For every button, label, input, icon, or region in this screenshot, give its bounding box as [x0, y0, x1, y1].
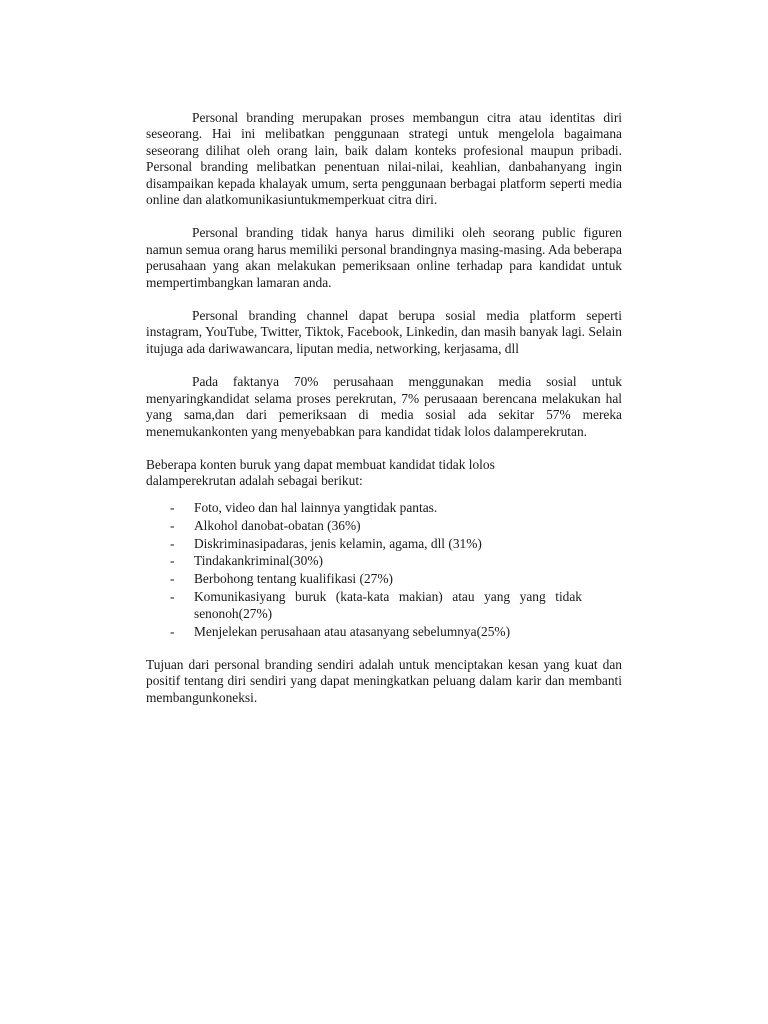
bullet-dash: - — [170, 623, 175, 639]
paragraph-importance: Personal branding tidak hanya harus dimiliki oleh seorang public figuren namun semua orang harus memiliki personal brandingnya masing-masing. Ada beberapa perusahaan yang akan melakukan pemeriksaan online terhadap para kandidat untuk mempertimbangkan lamaran anda. — [146, 225, 622, 290]
list-item-text: Alkohol danobat-obatan (36%) — [194, 517, 361, 533]
bullet-dash: - — [170, 553, 175, 569]
list-item — [146, 571, 622, 587]
list-item-text: Tindakankriminal(30%) — [194, 553, 323, 569]
list-item-text: Foto, video dan hal lainnya yangtidak pantas. — [194, 499, 438, 515]
list-item — [146, 500, 622, 516]
list-item — [146, 553, 622, 569]
document-page — [146, 110, 622, 723]
list-item — [146, 589, 622, 622]
bullet-dash: - — [170, 499, 175, 515]
list-item-text: Menjelekan perusahaan atau atasanyang sebelumnya(25%) — [194, 623, 511, 639]
list-item-text: Komunikasiyang buruk (kata-kata makian) atau yang yang tidak senonoh(27%) — [194, 589, 582, 621]
paragraph-definition: Personal branding merupakan proses membangun citra atau identitas diri seseorang. Hai ini melibatkan penggunaan strategi untuk mengelola bagaimana seseorang dilihat oleh orang lain, baik dalam konteks profesional maupun pribadi. Personal branding melibatkan penentuan nilai-nilai, keahlian, danbahanyang ingin disampaikan kepada khalayak umum, serta penggunaan berbagai platform seperti media online dan alatkomunikasiuntukmemperkuat citra diri. — [146, 110, 622, 208]
paragraph-channels: Personal branding channel dapat berupa sosial media platform seperti instagram, YouTube, Twitter, Tiktok, Facebook, Linkedin, dan masih banyak lagi. Selain itujuga ada dariwawancara, liputan media, networking, kerjasama, dll — [146, 308, 622, 356]
paragraph-closing: Tujuan dari personal branding sendiri adalah untuk menciptakan kesan yang kuat dan positif tentang diri sendiri yang dapat meningkatkan peluang dalam karir dan membanti membangunkoneksi. — [146, 656, 622, 705]
list-item — [146, 518, 622, 534]
paragraph-facts: Pada faktanya 70% perusahaan menggunakan media sosial untuk menyaringkandidat selama proses perekrutan, 7% perusaaan berencana melakukan hal yang sama,dan dari pemeriksaan di media sosial ada sekitar 57% mereka menemukankonten yang menyebabkan para kandidat tidak lolos dalamperekrutan. — [146, 374, 622, 439]
bullet-dash: - — [170, 517, 175, 533]
list-intro: Beberapa konten buruk yang dapat membuat kandidat tidak lolos dalamperekrutan adalah sebagai berikut: — [146, 456, 495, 489]
list-item-text: Berbohong tentang kualifikasi (27%) — [194, 571, 393, 587]
bullet-dash: - — [170, 535, 175, 551]
bullet-dash: - — [170, 571, 175, 587]
list-item-text: Diskriminasipadaras, jenis kelamin, agama, dll (31%) — [194, 535, 482, 551]
list-item — [146, 536, 622, 552]
bullet-dash: - — [170, 589, 175, 605]
bad-content-list — [146, 500, 622, 640]
list-item — [146, 624, 622, 640]
